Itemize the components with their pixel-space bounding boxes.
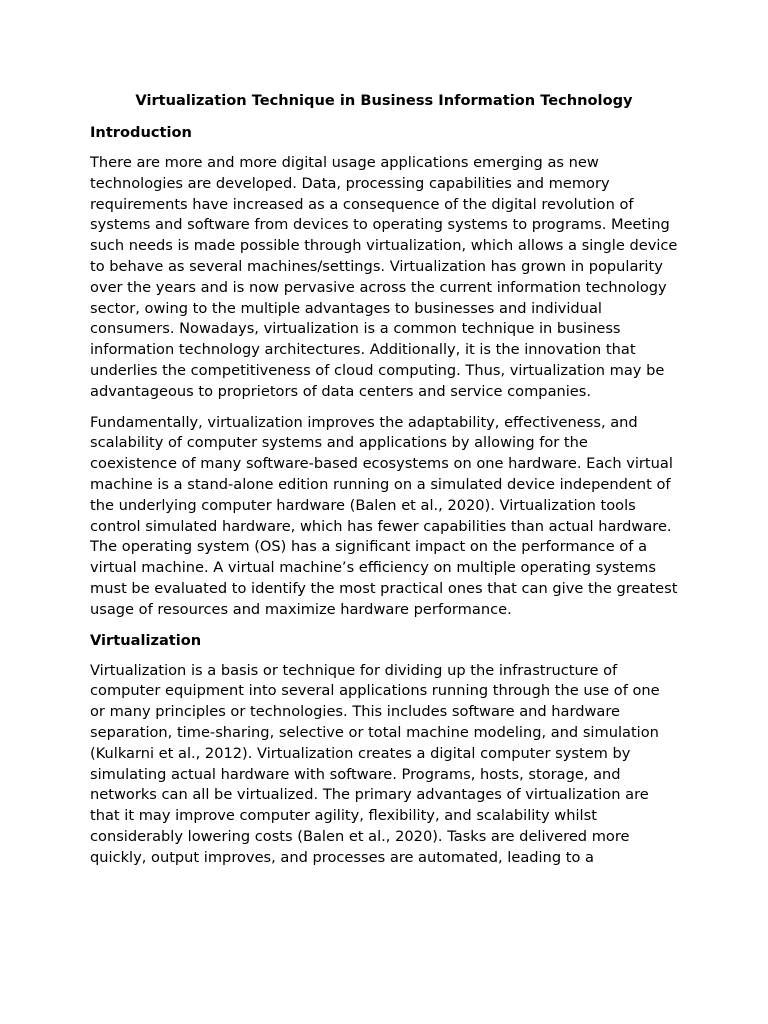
paragraph: Fundamentally, virtualization improves the adaptability, effectiveness, and scalability of computer systems and applications by allowing for the coexistence of many software-based ecosystems on one hardware. Each virtual machine is a stand-alone edition running on a simulated device independent of the underlying computer hardware (Balen et al., 2020). Virtualization tools control simulated hardware, which has fewer capabilities than actual hardware. The operating system (OS) has a significant impact on the performance of a virtual machine. A virtual machine’s efficiency on multiple operating systems must be evaluated to identify the most practical ones that can give the greatest usage of resources and maximize hardware performance. [90, 413, 678, 618]
section-heading-introduction: Introduction [90, 124, 192, 141]
paragraph: There are more and more digital usage applications emerging as new technologies are developed. Data, processing capabilities and memory requirements have increased as a consequence of the digital revolution of systems and software from devices to operating systems to programs. Meeting such needs is made possible through virtualization, which allows a single device to behave as several machines/settings. Virtualization has grown in popularity over the years and is now pervasive across the current information technology sector, owing to the multiple advantages to businesses and individual consumers. Nowadays, virtualization is a common technique in business information technology architectures. Additionally, it is the innovation that underlies the competitiveness of cloud computing. Thus, virtualization may be advantageous to proprietors of data centers and service companies. [90, 154, 678, 400]
paragraph: Virtualization is a basis or technique for dividing up the infrastructure of computer equipment into several applications running through the use of one or many principles or technologies. This includes software and hardware separation, time-sharing, selective or total machine modeling, and simulation (Kulkarni et al., 2012). Virtualization creates a digital computer system by simulating actual hardware with software. Programs, hosts, storage, and networks can all be virtualized. The primary advantages of virtualization are that it may improve computer agility, flexibility, and scalability whilst considerably lowering costs (Balen et al., 2020). Tasks are delivered more quickly, output improves, and processes are automated, leading to a [90, 661, 660, 866]
section-heading-virtualization: Virtualization [90, 631, 202, 649]
document-title: Virtualization Technique in Business Information Technology [135, 92, 633, 109]
